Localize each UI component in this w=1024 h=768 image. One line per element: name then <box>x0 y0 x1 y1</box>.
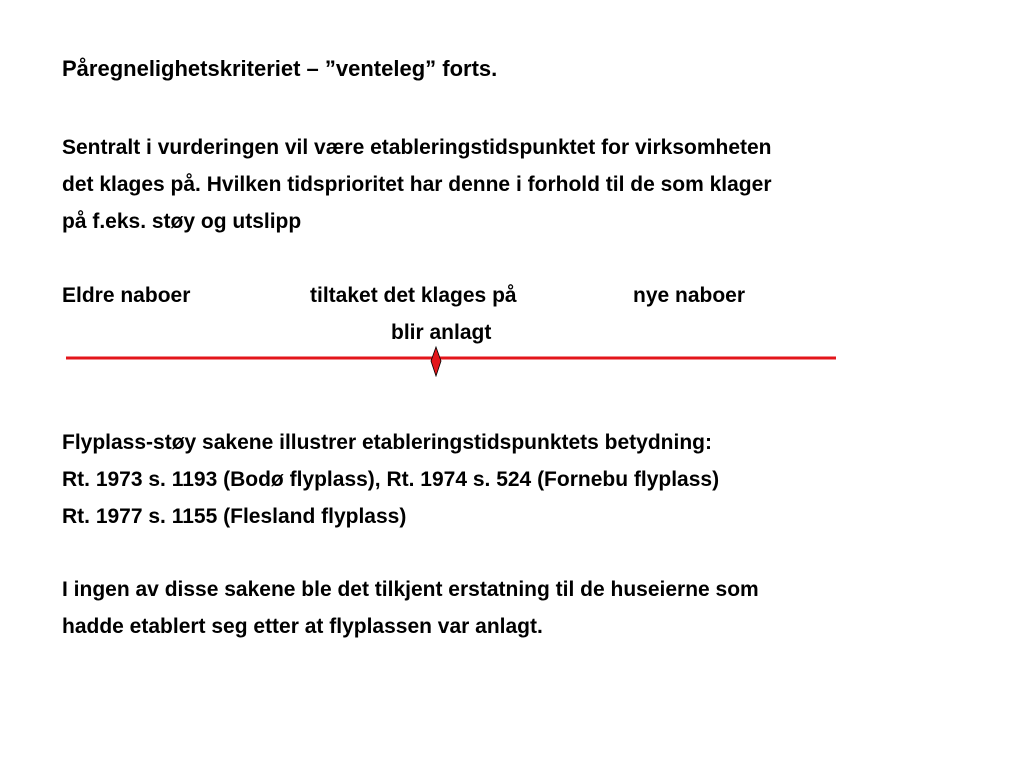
timeline-right-label: nye naboer <box>633 284 746 307</box>
intro-line-3: på f.eks. støy og utslipp <box>62 210 302 233</box>
conclusion-line-1: I ingen av disse sakene ble det tilkjent erstatning til de huseierne som <box>62 578 759 601</box>
intro-line-2: det klages på. Hvilken tidsprioritet har denne i forhold til de som klager <box>62 173 772 196</box>
slide-title: Påregnelighetskriteriet – ”venteleg” forts. <box>62 56 498 81</box>
cases-line-1: Flyplass-støy sakene illustrer etableringstidspunktets betydning: <box>62 431 712 454</box>
timeline-axis <box>66 345 838 377</box>
timeline-left-label: Eldre naboer <box>62 284 191 307</box>
cases-line-3: Rt. 1977 s. 1155 (Flesland flyplass) <box>62 505 407 528</box>
cases-line-2: Rt. 1973 s. 1193 (Bodø flyplass), Rt. 1974 s. 524 (Fornebu flyplass) <box>62 468 720 491</box>
intro-line-1: Sentralt i vurderingen vil være etableringstidspunktet for virksomheten <box>62 136 772 159</box>
timeline-center-label-2: blir anlagt <box>391 321 492 344</box>
timeline-center-label: tiltaket det klages på <box>310 284 517 307</box>
conclusion-line-2: hadde etablert seg etter at flyplassen var anlagt. <box>62 615 543 638</box>
timeline-marker-diamond <box>431 347 441 376</box>
